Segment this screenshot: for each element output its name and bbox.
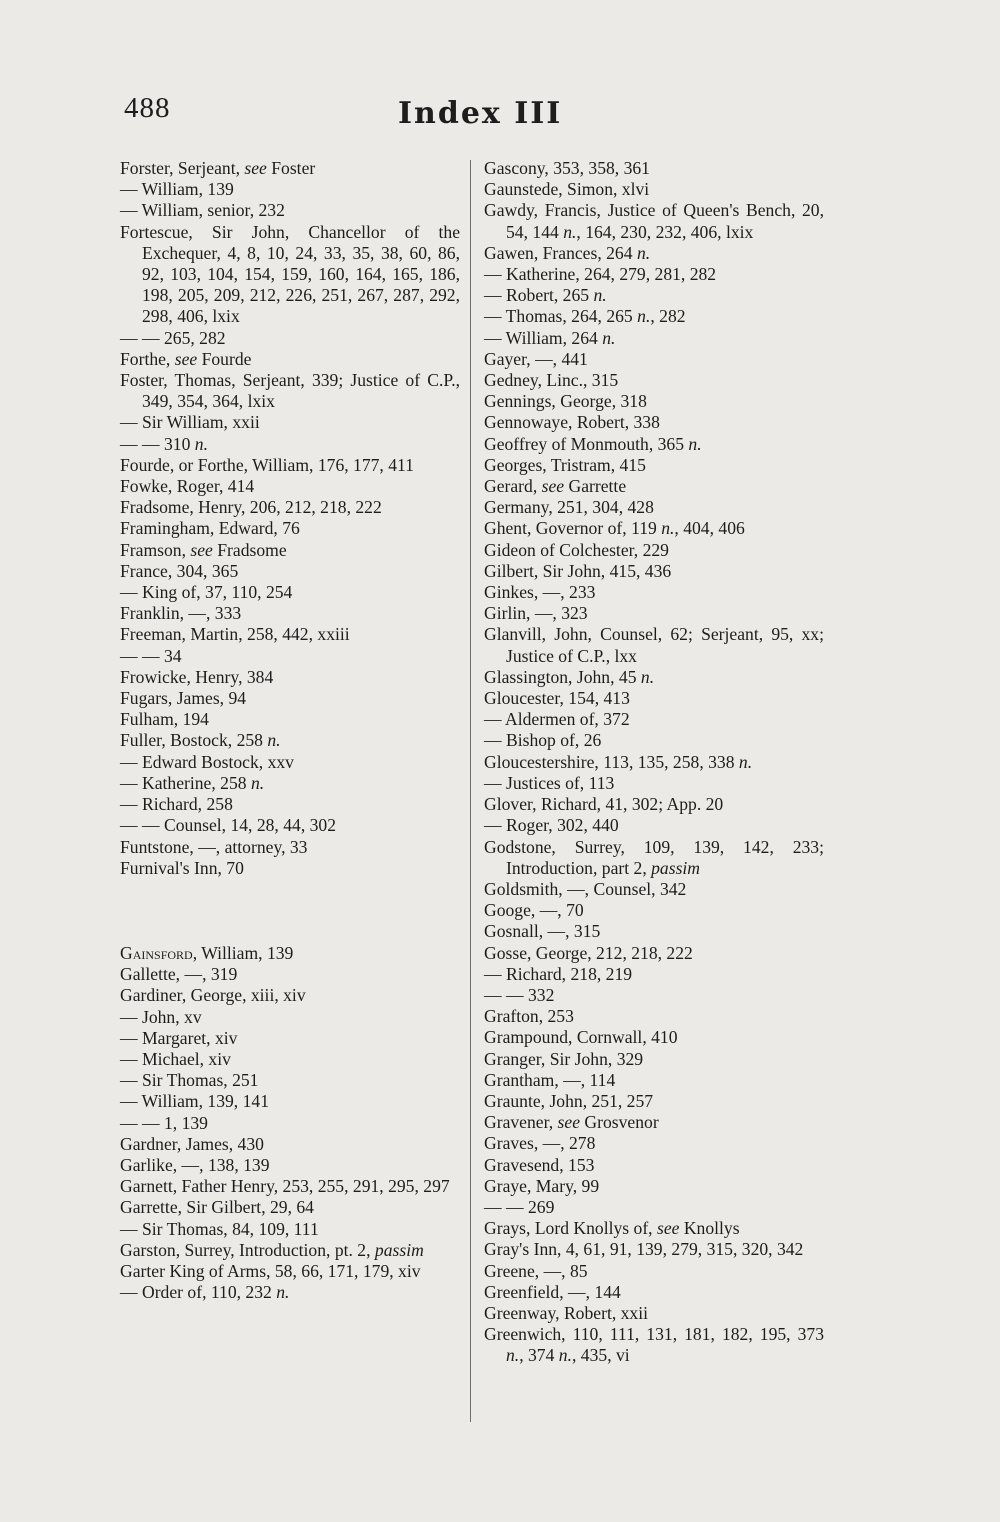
index-entry: Glover, Richard, 41, 302; App. 20: [484, 794, 724, 815]
index-entry: — Aldermen of, 372: [484, 709, 630, 730]
index-entry: Gawen, Frances, 264 n.: [484, 242, 651, 263]
index-entry: Glassington, John, 45 n.: [484, 666, 655, 687]
index-entry: — Richard, 258: [120, 794, 233, 815]
index-entry: Gardner, James, 430: [120, 1133, 264, 1154]
index-entry: Garnett, Father Henry, 253, 255, 291, 295, 297: [120, 1176, 450, 1197]
index-entry: Glanvill, John, Counsel, 62; Serjeant, 95, xx; Justice of C.P., lxx: [484, 624, 824, 666]
index-entry: Gravener, see Grosvenor: [484, 1112, 659, 1133]
index-entry: Graunte, John, 251, 257: [484, 1090, 654, 1111]
index-entry: — — 310 n.: [120, 433, 208, 454]
index-entry: Ginkes, —, 233: [484, 582, 596, 603]
index-entry: — John, xv: [120, 1006, 202, 1027]
index-entry: — Roger, 302, 440: [484, 815, 619, 836]
page-number: 488: [124, 92, 171, 124]
index-entry: — — 265, 282: [120, 327, 226, 348]
index-entry: — Margaret, xiv: [120, 1027, 238, 1048]
index-entry: — Order of, 110, 232 n.: [120, 1282, 290, 1303]
index-entry: Fulham, 194: [120, 709, 209, 730]
index-section-g: [120, 964, 460, 1303]
section-gap: [120, 879, 460, 943]
index-entry: — Robert, 265 n.: [484, 285, 607, 306]
index-entry: Greene, —, 85: [484, 1260, 588, 1281]
index-entry: Greenwich, 110, 111, 131, 181, 182, 195, 373 n., 374 n., 435, vi: [484, 1324, 824, 1366]
index-entry: Forthe, see Fourde: [120, 348, 252, 369]
index-column-right: [484, 158, 824, 1367]
index-entry: — Edward Bostock, xxv: [120, 751, 294, 772]
index-entry: — — Counsel, 14, 28, 44, 302: [120, 815, 337, 836]
entry-rest: , William, 139: [192, 942, 294, 963]
index-entry: Fradsome, Henry, 206, 212, 218, 222: [120, 497, 382, 518]
index-entry: — Katherine, 258 n.: [120, 772, 265, 793]
index-entry: Franklin, —, 333: [120, 603, 242, 624]
index-entry: Greenway, Robert, xxii: [484, 1302, 648, 1323]
index-entry: Gaunstede, Simon, xlvi: [484, 179, 650, 200]
index-entry: — — 332: [484, 984, 555, 1005]
index-entry: Fuller, Bostock, 258 n.: [120, 730, 281, 751]
index-entry: Fowke, Roger, 414: [120, 476, 255, 497]
index-entry: Gawdy, Francis, Justice of Queen's Bench, 20, 54, 144 n., 164, 230, 232, 406, lxix: [484, 200, 824, 242]
index-entry: — Sir Thomas, 251: [120, 1070, 259, 1091]
index-entry: — — 1, 139: [120, 1112, 208, 1133]
index-entry: Girlin, —, 323: [484, 603, 588, 624]
index-entry: Graves, —, 278: [484, 1133, 596, 1154]
index-entry: Freeman, Martin, 258, 442, xxiii: [120, 624, 350, 645]
index-entry: Grantham, —, 114: [484, 1069, 616, 1090]
entry-headword-smallcaps: Gainsford: [120, 942, 193, 963]
index-entry: Gennings, George, 318: [484, 391, 647, 412]
index-entry: — William, 139: [120, 179, 234, 200]
index-entry: Granger, Sir John, 329: [484, 1048, 644, 1069]
index-entry: Framson, see Fradsome: [120, 539, 287, 560]
index-entry: — Michael, xiv: [120, 1048, 231, 1069]
index-entry: [120, 943, 460, 964]
index-section-g-continued: [484, 158, 824, 1367]
index-entry: Gloucestershire, 113, 135, 258, 338 n.: [484, 751, 753, 772]
index-entry: Grafton, 253: [484, 1006, 574, 1027]
index-entry: — William, senior, 232: [120, 200, 285, 221]
index-entry: Gayer, —, 441: [484, 348, 588, 369]
index-entry: Grampound, Cornwall, 410: [484, 1027, 678, 1048]
index-entry: Garston, Surrey, Introduction, pt. 2, passim: [120, 1239, 424, 1260]
index-entry: Gloucester, 154, 413: [484, 688, 630, 709]
index-entry: — Sir William, xxii: [120, 412, 260, 433]
index-column-left: [120, 158, 460, 1303]
column-divider: [470, 160, 471, 1422]
index-entry: France, 304, 365: [120, 560, 239, 581]
index-entry: Googe, —, 70: [484, 900, 584, 921]
index-entry: — Sir Thomas, 84, 109, 111: [120, 1218, 319, 1239]
index-entry: Godstone, Surrey, 109, 139, 142, 233; Introduction, part 2, passim: [484, 836, 824, 878]
index-section-f: [120, 158, 460, 879]
index-entry: Gallette, —, 319: [120, 964, 238, 985]
index-entry: Fugars, James, 94: [120, 688, 247, 709]
index-entry: Gosnall, —, 315: [484, 921, 601, 942]
index-entry: Fortescue, Sir John, Chancellor of the Exchequer, 4, 8, 10, 24, 33, 35, 38, 60, 86, 92, 103, 104, 154, 159, 160, 164, 165, 186, 198, 205, 209, 212, 226, 251, 267, 287, 292, 298, 406, lxix: [120, 221, 460, 327]
index-entry: Furnival's Inn, 70: [120, 857, 244, 878]
index-entry: Gennowaye, Robert, 338: [484, 412, 660, 433]
index-entry: Funtstone, —, attorney, 33: [120, 836, 308, 857]
index-entry: Garlike, —, 138, 139: [120, 1154, 270, 1175]
index-entry: Gascony, 353, 358, 361: [484, 158, 650, 178]
index-entry: Ghent, Governor of, 119 n., 404, 406: [484, 518, 745, 539]
index-entry: — — 269: [484, 1196, 555, 1217]
index-entry: — Justices of, 113: [484, 772, 615, 793]
index-entry: Graye, Mary, 99: [484, 1175, 600, 1196]
index-entry: Gray's Inn, 4, 61, 91, 139, 279, 315, 320, 342: [484, 1239, 804, 1260]
index-entry: Gedney, Linc., 315: [484, 370, 619, 391]
index-entry: Gilbert, Sir John, 415, 436: [484, 560, 672, 581]
index-entry: Gosse, George, 212, 218, 222: [484, 942, 693, 963]
index-entry: Georges, Tristram, 415: [484, 454, 646, 475]
index-entry: Germany, 251, 304, 428: [484, 497, 654, 518]
index-entry: Garrette, Sir Gilbert, 29, 64: [120, 1197, 314, 1218]
index-entry: Fourde, or Forthe, William, 176, 177, 411: [120, 454, 414, 475]
index-entry: Gravesend, 153: [484, 1154, 595, 1175]
index-entry: — William, 139, 141: [120, 1091, 269, 1112]
index-entry: — King of, 37, 110, 254: [120, 582, 293, 603]
index-entry: Goldsmith, —, Counsel, 342: [484, 878, 687, 899]
index-entry: — Richard, 218, 219: [484, 963, 633, 984]
running-head: Index III: [398, 96, 563, 131]
index-entry: Framingham, Edward, 76: [120, 518, 300, 539]
index-entry: Gardiner, George, xiii, xiv: [120, 985, 306, 1006]
index-entry: Frowicke, Henry, 384: [120, 666, 274, 687]
index-entry: Foster, Thomas, Serjeant, 339; Justice of C.P., 349, 354, 364, lxix: [120, 370, 460, 412]
index-entry: — William, 264 n.: [484, 327, 616, 348]
index-entry: — Bishop of, 26: [484, 730, 602, 751]
index-entry: Garter King of Arms, 58, 66, 171, 179, xiv: [120, 1260, 421, 1281]
index-entry: Geoffrey of Monmouth, 365 n.: [484, 433, 702, 454]
index-entry: — Katherine, 264, 279, 281, 282: [484, 264, 717, 285]
index-entry: Gerard, see Garrette: [484, 476, 627, 497]
index-entry: — — 34: [120, 645, 182, 666]
index-entry: — Thomas, 264, 265 n., 282: [484, 306, 686, 327]
index-entry: Grays, Lord Knollys of, see Knollys: [484, 1218, 740, 1239]
index-entry: Forster, Serjeant, see Foster: [120, 158, 316, 178]
index-entry: Gideon of Colchester, 229: [484, 539, 669, 560]
index-entry: Greenfield, —, 144: [484, 1281, 621, 1302]
